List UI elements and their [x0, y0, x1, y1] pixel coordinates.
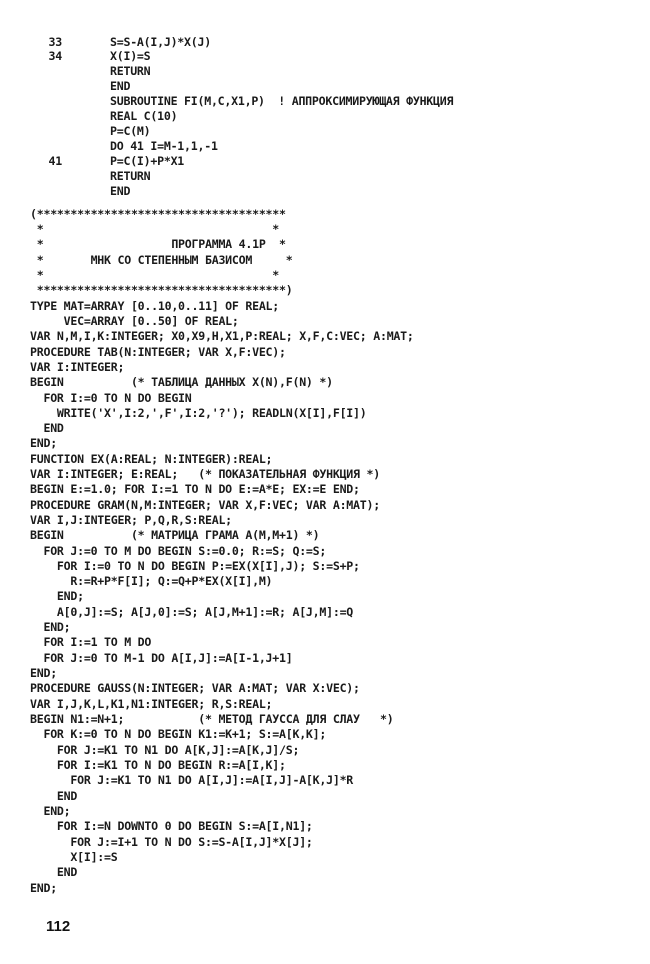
code-text: FOR I:=N DOWNTO 0 DO BEGIN S:=A[I,N1];	[30, 819, 313, 833]
code-text: S=S-A(I,J)*X(J)	[110, 35, 211, 49]
code-text: P=C(M)	[110, 124, 151, 138]
code-text: END	[110, 184, 131, 198]
code-text: PROCEDURE GAUSS(N:INTEGER; VAR A:MAT; VAR X:VEC);	[30, 681, 360, 695]
code-text: FOR I:=0 TO N DO BEGIN P:=EX(X[I],J); S:=S+P;	[30, 559, 360, 573]
code-text: END	[30, 789, 78, 803]
code-text: VAR N,M,I,K:INTEGER; X0,X9,H,X1,P:REAL; X,F,C:VEC; A:MAT;	[30, 329, 414, 343]
code-text: X(I)=S	[110, 49, 151, 63]
code-text: FOR J:=0 TO M-1 DO A[I,J]:=A[I-1,J+1]	[30, 651, 293, 665]
code-text: END;	[30, 589, 84, 603]
code-text: BEGIN (* МАТРИЦА ГРАМА A(M,M+1) *)	[30, 528, 320, 542]
code-text: FOR K:=0 TO N DO BEGIN K1:=K+1; S:=A[K,K];	[30, 727, 327, 741]
code-text: VEC=ARRAY [0..50] OF REAL;	[30, 314, 239, 328]
code-text: (*************************************	[30, 207, 286, 221]
code-text: END;	[30, 620, 71, 634]
code-text: FUNCTION EX(A:REAL; N:INTEGER):REAL;	[30, 452, 273, 466]
code-text: WRITE('X',I:2,',F',I:2,'?'); READLN(X[I],F[I])	[30, 406, 367, 420]
code-text: X[I]:=S	[30, 850, 118, 864]
line-number: 34	[48, 49, 62, 63]
code-text: FOR I:=1 TO M DO	[30, 635, 152, 649]
code-text: P=C(I)+P*X1	[110, 154, 185, 168]
code-text: REAL C(10)	[110, 109, 178, 123]
code-text: END	[30, 421, 64, 435]
code-text: PROCEDURE TAB(N:INTEGER; VAR X,F:VEC);	[30, 345, 286, 359]
code-text: END;	[30, 436, 57, 450]
code-text: FOR J:=K1 TO N1 DO A[I,J]:=A[I,J]-A[K,J]*R	[30, 773, 354, 787]
code-text: FOR I:=0 TO N DO BEGIN	[30, 391, 192, 405]
code-text: VAR I,J:INTEGER; P,Q,R,S:REAL;	[30, 513, 232, 527]
page-number: 112	[46, 918, 71, 935]
code-text: FOR J:=0 TO M DO BEGIN S:=0.0; R:=S; Q:=S;	[30, 544, 327, 558]
code-text: FOR J:=I+1 TO N DO S:=S-A[I,J]*X[J];	[30, 835, 313, 849]
code-text: END	[110, 79, 131, 93]
code-text: A[0,J]:=S; A[J,0]:=S; A[J,M+1]:=R; A[J,M]:=Q	[30, 605, 354, 619]
code-text: PROCEDURE GRAM(N,M:INTEGER; VAR X,F:VEC; VAR A:MAT);	[30, 498, 380, 512]
code-text: VAR I,J,K,L,K1,N1:INTEGER; R,S:REAL;	[30, 697, 273, 711]
code-text: END;	[30, 804, 71, 818]
code-text: VAR I:INTEGER;	[30, 360, 125, 374]
code-text: RETURN	[110, 169, 151, 183]
code-text: FOR J:=K1 TO N1 DO A[K,J]:=A[K,J]/S;	[30, 743, 300, 757]
code-text: END;	[30, 666, 57, 680]
line-number: 33	[48, 35, 62, 49]
code-text: * *	[30, 222, 280, 236]
code-text: RETURN	[110, 64, 151, 78]
code-text: BEGIN N1:=N+1; (* МЕТОД ГАУССА ДЛЯ СЛАУ *)	[30, 712, 394, 726]
code-text: R:=R+P*F[I]; Q:=Q+P*EX(X[I],M)	[30, 574, 273, 588]
code-text: END;	[30, 881, 57, 895]
code-text: *************************************)	[30, 283, 293, 297]
line-number: 41	[48, 154, 62, 168]
code-text: BEGIN E:=1.0; FOR I:=1 TO N DO E:=A*E; EX:=E END;	[30, 482, 360, 496]
code-text: VAR I:INTEGER; E:REAL; (* ПОКАЗАТЕЛЬНАЯ ФУНКЦИЯ *)	[30, 467, 380, 481]
code-text: * *	[30, 268, 280, 282]
code-text: * ПРОГРАММА 4.1P *	[30, 237, 286, 251]
code-text: * МНК СО СТЕПЕННЫМ БАЗИСОМ *	[30, 253, 293, 267]
code-text: END	[30, 865, 78, 879]
code-text: SUBROUTINE FI(M,C,X1,P) ! АППРОКСИМИРУЮЩАЯ ФУНКЦИЯ	[110, 94, 454, 108]
code-text: DO 41 I=M-1,1,-1	[110, 139, 218, 153]
code-text: BEGIN (* ТАБЛИЦА ДАННЫХ X(N),F(N) *)	[30, 375, 333, 389]
code-text: TYPE MAT=ARRAY [0..10,0..11] OF REAL;	[30, 299, 280, 313]
code-text: FOR I:=K1 TO N DO BEGIN R:=A[I,K];	[30, 758, 286, 772]
